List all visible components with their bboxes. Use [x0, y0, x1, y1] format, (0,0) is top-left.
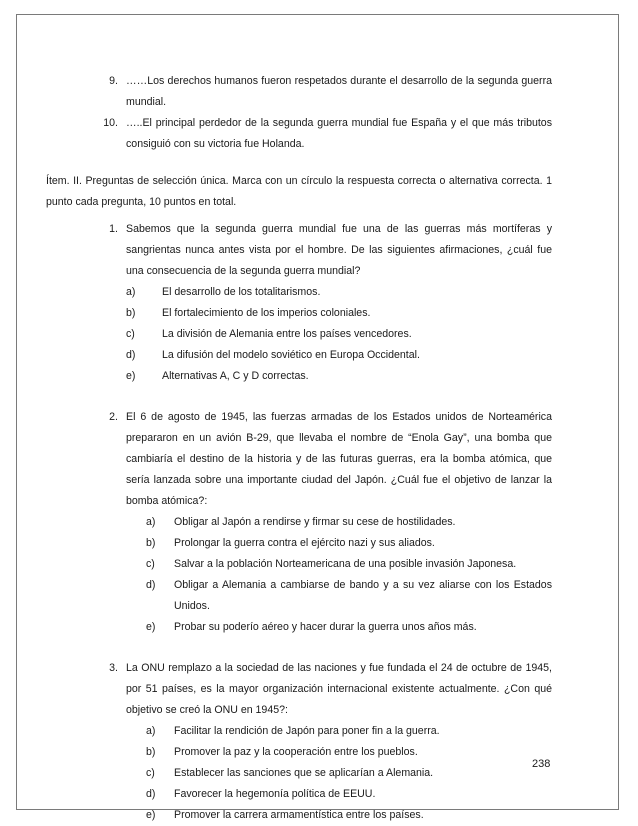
question-number: 1.	[109, 223, 118, 235]
option-text: Obligar a Alemania a cambiarse de bando y a su vez aliarse con los Estados Unidos.	[174, 579, 552, 612]
question-text: La ONU remplazo a la sociedad de las naciones y fue fundada el 24 de octubre de 1945, por 51 países, es la mayor organización internacional existente actualmente. ¿Con qué objetivo se creó la ONU en 1945?:	[126, 662, 552, 716]
option-list	[86, 282, 552, 387]
section-heading: Ítem. II. Preguntas de selección única. Marca con un círculo la respuesta correcta o alternativa correcta. 1 punto cada pregunta, 10 puntos en total.	[46, 175, 552, 208]
option-c[interactable]	[86, 324, 552, 345]
option-letter: c)	[146, 767, 155, 779]
option-e[interactable]	[86, 366, 552, 387]
option-letter: b)	[126, 307, 136, 319]
list-item-10	[86, 113, 552, 155]
option-list	[126, 512, 552, 638]
option-text: Promover la paz y la cooperación entre los pueblos.	[174, 746, 418, 758]
option-text: Probar su poderío aéreo y hacer durar la guerra unos años más.	[174, 621, 477, 633]
question-text: Sabemos que la segunda guerra mundial fue una de las guerras más mortíferas y sangrientas nunca antes vista por el hombre. De las siguientes afirmaciones, ¿cuál fue una consecuencia de la segunda guerra mundial?	[126, 223, 552, 277]
option-d[interactable]	[126, 575, 552, 617]
question-text: El 6 de agosto de 1945, las fuerzas armadas de los Estados unidos de Norteamérica prepararon en un avión B-29, que llevaba el nombre de “Enola Gay”, una bomba que cambiaría el destino de la historia y de las futuras guerras, era la bomba atómica, que sería lanzada sobre una importante ciudad del Japón. ¿Cuál fue el objetivo de lanzar la bomba atómica?:	[126, 411, 552, 507]
option-text: Facilitar la rendición de Japón para poner fin a la guerra.	[174, 725, 440, 737]
option-text: Prolongar la guerra contra el ejército nazi y sus aliados.	[174, 537, 435, 549]
option-letter: b)	[146, 537, 156, 549]
option-c[interactable]	[126, 763, 552, 784]
option-c[interactable]	[126, 554, 552, 575]
option-text: El desarrollo de los totalitarismos.	[162, 286, 321, 298]
option-letter: a)	[146, 725, 156, 737]
list-item-9	[86, 71, 552, 113]
option-b[interactable]	[126, 742, 552, 763]
option-text: El fortalecimiento de los imperios coloniales.	[162, 307, 371, 319]
question-1	[86, 219, 552, 387]
question-2	[86, 407, 552, 638]
option-letter: d)	[126, 349, 136, 361]
option-a[interactable]	[126, 721, 552, 742]
option-letter: e)	[146, 621, 156, 633]
option-letter: d)	[146, 579, 156, 591]
option-letter: d)	[146, 788, 156, 800]
page-number: 238	[532, 758, 551, 770]
spacer	[86, 638, 552, 654]
question-3	[86, 658, 552, 826]
question-number: 2.	[109, 411, 118, 423]
option-d[interactable]	[126, 784, 552, 805]
option-a[interactable]	[86, 282, 552, 303]
option-text: La división de Alemania entre los países vencedores.	[162, 328, 412, 340]
option-letter: c)	[146, 558, 155, 570]
option-e[interactable]	[126, 617, 552, 638]
option-text: La difusión del modelo soviético en Europa Occidental.	[162, 349, 420, 361]
item-number: 10.	[103, 117, 118, 129]
option-text: Obligar al Japón a rendirse y firmar su cese de hostilidades.	[174, 516, 456, 528]
option-text: Establecer las sanciones que se aplicarían a Alemania.	[174, 767, 434, 779]
option-letter: b)	[146, 746, 156, 758]
option-text: Promover la carrera armamentística entre los países.	[174, 809, 424, 821]
document-body	[46, 71, 552, 826]
item-text: ……Los derechos humanos fueron respetados durante el desarrollo de la segunda guerra mundial.	[126, 75, 552, 108]
item-text: …..El principal perdedor de la segunda guerra mundial fue España y el que más tributos consiguió con su victoria fue Holanda.	[126, 117, 552, 150]
option-letter: e)	[126, 370, 136, 382]
option-text: Favorecer la hegemonía política de EEUU.	[174, 788, 376, 800]
option-text: Salvar a la población Norteamericana de una posible invasión Japonesa.	[174, 558, 517, 570]
option-letter: a)	[126, 286, 136, 298]
option-letter: e)	[146, 809, 156, 821]
option-b[interactable]	[86, 303, 552, 324]
option-list	[126, 721, 552, 826]
option-d[interactable]	[86, 345, 552, 366]
option-letter: c)	[126, 328, 135, 340]
spacer	[86, 387, 552, 403]
option-text: Alternativas A, C y D correctas.	[162, 370, 309, 382]
option-e[interactable]	[126, 805, 552, 826]
item-number: 9.	[109, 75, 118, 87]
option-a[interactable]	[126, 512, 552, 533]
option-letter: a)	[146, 516, 156, 528]
question-number: 3.	[109, 662, 118, 674]
option-b[interactable]	[126, 533, 552, 554]
